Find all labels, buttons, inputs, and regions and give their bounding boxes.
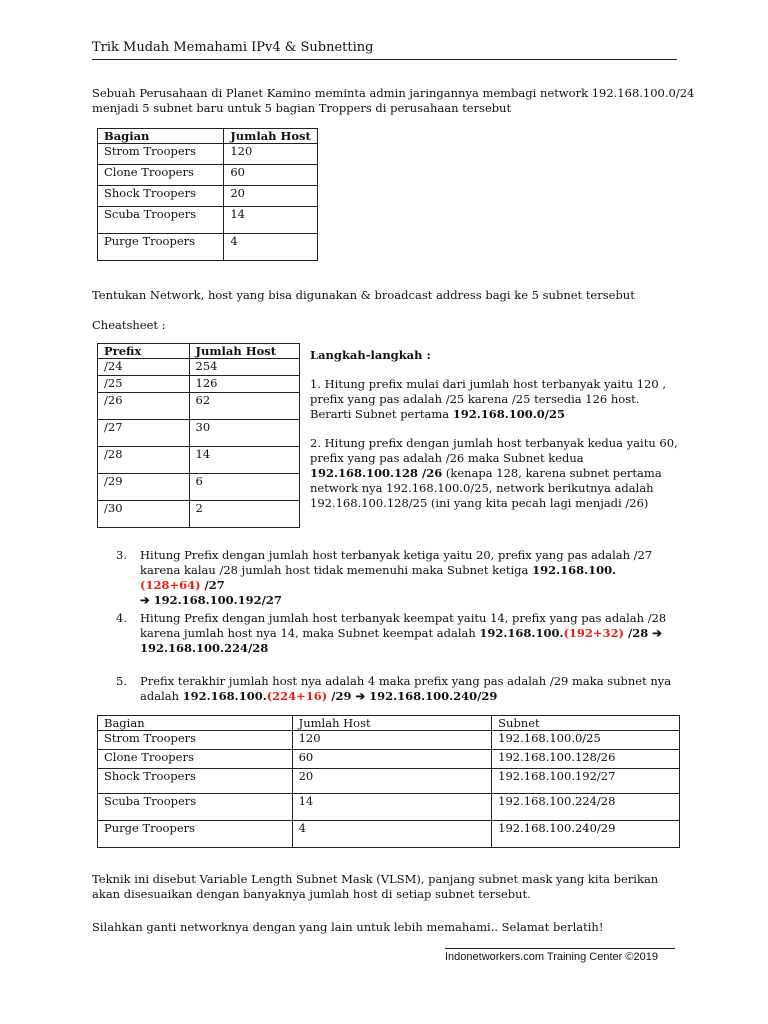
step-3-text: Hitung Prefix dengan jumlah host terbanyak ketiga yaitu 20, prefix yang pas adalah /27 karena kalau /28 jumlah host tidak memenuhi maka Subnet ketiga	[140, 548, 653, 577]
table-row	[98, 234, 318, 261]
table-cell: 2	[189, 501, 299, 528]
table-row	[98, 420, 300, 447]
page-header: Trik Mudah Memahami IPv4 & Subnetting	[92, 40, 677, 60]
table-cell: /30	[98, 501, 190, 528]
table-cell: 192.168.100.224/28	[492, 794, 680, 821]
step-4-result: 192.168.100.224/28	[140, 641, 269, 655]
table-cell: 14	[292, 794, 492, 821]
column-header: Jumlah Host	[292, 716, 492, 731]
table-row	[98, 474, 300, 501]
table-cell: /24	[98, 359, 190, 376]
table-cell: Strom Troopers	[98, 144, 224, 165]
step-5-calc: (224+16)	[266, 689, 328, 703]
step-5-network: 192.168.100.	[182, 689, 267, 703]
steps-title: Langkah-langkah :	[310, 348, 431, 362]
step-1	[310, 377, 680, 422]
page-footer: Indonetworkers.com Training Center ©2019	[445, 948, 675, 963]
table-cell: 192.168.100.192/27	[492, 769, 680, 794]
table-cell: /28	[98, 447, 190, 474]
cheatsheet-label: Cheatsheet :	[92, 318, 166, 332]
step-number: 5.	[116, 674, 127, 688]
table-row	[98, 769, 680, 794]
vlsm-paragraph	[92, 872, 658, 902]
table-cell: 120	[292, 731, 492, 750]
table-row	[98, 144, 318, 165]
step-3	[116, 548, 676, 608]
table-cell: 126	[189, 376, 299, 393]
step-3-prefix: /27	[200, 578, 225, 592]
steps-section	[310, 348, 680, 525]
task-text: Tentukan Network, host yang bisa digunakan & broadcast address bagi ke 5 subnet tersebut	[92, 288, 635, 302]
table-row	[98, 165, 318, 186]
intro-paragraph	[92, 86, 694, 116]
table-cell: Clone Troopers	[98, 165, 224, 186]
step-4-network: 192.168.100.	[479, 626, 564, 640]
cheatsheet-table	[97, 343, 300, 528]
table-header-row	[98, 716, 680, 731]
subnet-result-table	[97, 715, 680, 848]
table-cell: 20	[292, 769, 492, 794]
table-cell: /29	[98, 474, 190, 501]
step-number: 3.	[116, 548, 127, 562]
table-row	[98, 186, 318, 207]
table-row	[98, 376, 300, 393]
step-2-text: 2. Hitung prefix dengan jumlah host terbanyak kedua yaitu 60, prefix yang pas adalah /26 maka Subnet kedua	[310, 436, 678, 465]
table-cell: /26	[98, 393, 190, 420]
table-row	[98, 359, 300, 376]
table-cell: /25	[98, 376, 190, 393]
table-cell: 192.168.100.0/25	[492, 731, 680, 750]
table-cell: Purge Troopers	[98, 821, 293, 848]
step-5	[116, 674, 676, 704]
table-cell: 192.168.100.240/29	[492, 821, 680, 848]
table-cell: Shock Troopers	[98, 186, 224, 207]
table-cell: Purge Troopers	[98, 234, 224, 261]
table-header-row	[98, 344, 300, 359]
table-cell: 62	[189, 393, 299, 420]
table-cell: 4	[224, 234, 318, 261]
table-cell: 254	[189, 359, 299, 376]
step-3-result: ➔ 192.168.100.192/27	[140, 593, 282, 607]
table-cell: Scuba Troopers	[98, 207, 224, 234]
table-row	[98, 821, 680, 848]
table-cell: Strom Troopers	[98, 731, 293, 750]
vlsm-line-1: Teknik ini disebut Variable Length Subnet Mask (VLSM), panjang subnet mask yang kita berikan	[92, 872, 659, 886]
table-cell: 60	[292, 750, 492, 769]
intro-line-1: Sebuah Perusahaan di Planet Kamino meminta admin jaringannya membagi network 192.168.100.0/24	[92, 86, 695, 100]
table-cell: Scuba Troopers	[98, 794, 293, 821]
table-row	[98, 207, 318, 234]
table-cell: /27	[98, 420, 190, 447]
table-cell: 192.168.100.128/26	[492, 750, 680, 769]
vlsm-line-2: akan disesuaikan dengan banyaknya jumlah host di setiap subnet tersebut.	[92, 887, 531, 901]
table-row	[98, 750, 680, 769]
step-3-calc: (128+64)	[140, 578, 201, 592]
column-header: Subnet	[492, 716, 680, 731]
table-row	[98, 501, 300, 528]
step-2-rest: (kenapa 128, karena subnet pertama network nya 192.168.100.0/25, network berikutnya adalah 192.168.100.128/25 (ini yang kita pecah lagi menjadi /26)	[310, 466, 662, 510]
table-cell: 60	[224, 165, 318, 186]
column-header: Bagian	[98, 129, 224, 144]
step-4-calc: (192+32)	[563, 626, 624, 640]
step-1-text: 1. Hitung prefix mulai dari jumlah host terbanyak yaitu 120 , prefix yang pas adalah /25 karena /25 tersedia 126 host. Berarti Subnet pertama	[310, 377, 666, 421]
table-row	[98, 447, 300, 474]
step-3-network: 192.168.100.	[532, 563, 617, 577]
table-cell: 14	[189, 447, 299, 474]
table-row	[98, 794, 680, 821]
table-cell: 20	[224, 186, 318, 207]
column-header: Prefix	[98, 344, 190, 359]
table-cell: 4	[292, 821, 492, 848]
step-number: 4.	[116, 611, 127, 625]
step-4	[116, 611, 676, 656]
step-4-text: Hitung Prefix dengan jumlah host terbanyak keempat yaitu 14, prefix yang pas adalah /28 karena jumlah host nya 14, maka Subnet keempat adalah	[140, 611, 667, 640]
step-5-result: /29 ➔ 192.168.100.240/29	[327, 689, 498, 703]
table-cell: 14	[224, 207, 318, 234]
column-header: Jumlah Host	[189, 344, 299, 359]
table-header-row	[98, 129, 318, 144]
table-cell: 6	[189, 474, 299, 501]
table-cell: Clone Troopers	[98, 750, 293, 769]
column-header: Jumlah Host	[224, 129, 318, 144]
table-cell: 30	[189, 420, 299, 447]
table-cell: 120	[224, 144, 318, 165]
table-row	[98, 731, 680, 750]
table-row	[98, 393, 300, 420]
step-2-subnet: 192.168.100.128 /26	[310, 466, 443, 480]
step-1-subnet: 192.168.100.0/25	[452, 407, 565, 421]
hosts-table	[97, 128, 318, 261]
step-4-prefix: /28 ➔	[623, 626, 662, 640]
intro-line-2: menjadi 5 subnet baru untuk 5 bagian Troppers di perusahaan tersebut	[92, 101, 512, 115]
step-2	[310, 436, 680, 511]
closing-text: Silahkan ganti networknya dengan yang lain untuk lebih memahami.. Selamat berlatih!	[92, 920, 604, 934]
table-cell: Shock Troopers	[98, 769, 293, 794]
column-header: Bagian	[98, 716, 293, 731]
step-5-text: Prefix terakhir jumlah host nya adalah 4 maka prefix yang pas adalah /29 maka subnet nya adalah	[140, 674, 672, 703]
